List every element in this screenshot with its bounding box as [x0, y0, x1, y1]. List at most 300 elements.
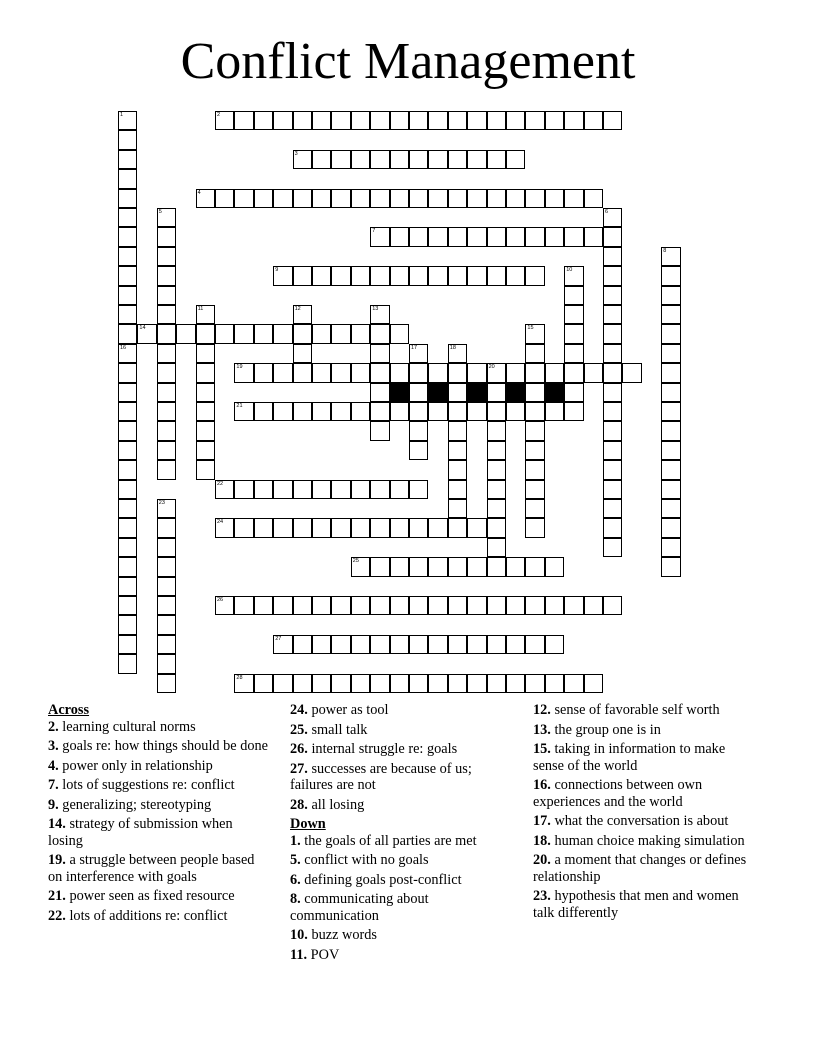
grid-cell[interactable]: [584, 111, 603, 130]
grid-cell[interactable]: [273, 674, 292, 693]
grid-cell[interactable]: [487, 441, 506, 460]
grid-cell[interactable]: [196, 421, 215, 440]
grid-cell[interactable]: [622, 363, 641, 382]
grid-cell[interactable]: [545, 635, 564, 654]
grid-cell[interactable]: [409, 421, 428, 440]
grid-cell[interactable]: [545, 189, 564, 208]
grid-cell[interactable]: [467, 150, 486, 169]
grid-cell[interactable]: [293, 150, 312, 169]
grid-cell[interactable]: [564, 111, 583, 130]
grid-cell[interactable]: [487, 596, 506, 615]
grid-cell[interactable]: [370, 674, 389, 693]
grid-cell[interactable]: [564, 596, 583, 615]
grid-cell[interactable]: [312, 111, 331, 130]
grid-cell[interactable]: [603, 518, 622, 537]
grid-cell[interactable]: [370, 363, 389, 382]
grid-cell[interactable]: [293, 402, 312, 421]
grid-cell[interactable]: [467, 266, 486, 285]
grid-cell[interactable]: [293, 635, 312, 654]
grid-cell[interactable]: [351, 596, 370, 615]
grid-cell[interactable]: [409, 150, 428, 169]
grid-cell[interactable]: [661, 460, 680, 479]
grid-cell[interactable]: [564, 305, 583, 324]
grid-cell[interactable]: [545, 111, 564, 130]
grid-cell[interactable]: [157, 596, 176, 615]
grid-cell[interactable]: [487, 111, 506, 130]
grid-cell[interactable]: [448, 596, 467, 615]
grid-cell[interactable]: [215, 596, 234, 615]
grid-cell[interactable]: [525, 227, 544, 246]
grid-cell[interactable]: [118, 227, 137, 246]
grid-cell[interactable]: [661, 518, 680, 537]
grid-cell[interactable]: [234, 674, 253, 693]
grid-cell[interactable]: [273, 363, 292, 382]
grid-cell[interactable]: [273, 635, 292, 654]
grid-cell[interactable]: [118, 402, 137, 421]
grid-cell[interactable]: [409, 596, 428, 615]
grid-cell[interactable]: [273, 189, 292, 208]
grid-cell[interactable]: [506, 189, 525, 208]
grid-cell[interactable]: [254, 480, 273, 499]
grid-cell[interactable]: [118, 480, 137, 499]
grid-cell[interactable]: [525, 557, 544, 576]
grid-cell[interactable]: [603, 208, 622, 227]
grid-cell[interactable]: [312, 189, 331, 208]
grid-cell[interactable]: [351, 635, 370, 654]
grid-cell[interactable]: [525, 402, 544, 421]
grid-cell[interactable]: [293, 596, 312, 615]
grid-cell[interactable]: [312, 363, 331, 382]
grid-cell[interactable]: [331, 324, 350, 343]
grid-cell[interactable]: [448, 518, 467, 537]
grid-cell[interactable]: [351, 480, 370, 499]
grid-cell[interactable]: [409, 383, 428, 402]
grid-cell[interactable]: [390, 518, 409, 537]
grid-cell[interactable]: [506, 111, 525, 130]
grid-cell[interactable]: [525, 499, 544, 518]
grid-cell[interactable]: [564, 344, 583, 363]
grid-cell[interactable]: [487, 402, 506, 421]
grid-cell[interactable]: [157, 421, 176, 440]
grid-cell[interactable]: [196, 324, 215, 343]
grid-cell[interactable]: [467, 189, 486, 208]
grid-cell[interactable]: [370, 305, 389, 324]
grid-cell[interactable]: [118, 130, 137, 149]
grid-cell[interactable]: [506, 150, 525, 169]
grid-cell[interactable]: [118, 635, 137, 654]
grid-cell[interactable]: [331, 518, 350, 537]
grid-cell[interactable]: [467, 596, 486, 615]
grid-cell[interactable]: [487, 383, 506, 402]
grid-cell[interactable]: [157, 383, 176, 402]
grid-cell[interactable]: [487, 480, 506, 499]
grid-cell[interactable]: [118, 383, 137, 402]
grid-cell[interactable]: [525, 480, 544, 499]
grid-cell[interactable]: [370, 557, 389, 576]
grid-cell[interactable]: [409, 635, 428, 654]
grid-cell[interactable]: [661, 247, 680, 266]
grid-cell[interactable]: [448, 227, 467, 246]
grid-cell[interactable]: [370, 402, 389, 421]
grid-cell[interactable]: [448, 111, 467, 130]
grid-cell[interactable]: [312, 266, 331, 285]
grid-cell[interactable]: [118, 305, 137, 324]
grid-cell[interactable]: [545, 227, 564, 246]
grid-cell[interactable]: [448, 460, 467, 479]
grid-cell[interactable]: [525, 441, 544, 460]
grid-cell[interactable]: [487, 518, 506, 537]
grid-cell[interactable]: [564, 266, 583, 285]
grid-cell[interactable]: [196, 383, 215, 402]
grid-cell[interactable]: [370, 189, 389, 208]
grid-cell[interactable]: [584, 596, 603, 615]
grid-cell[interactable]: [487, 363, 506, 382]
grid-cell[interactable]: [661, 286, 680, 305]
grid-cell[interactable]: [428, 266, 447, 285]
grid-cell[interactable]: [370, 111, 389, 130]
grid-cell[interactable]: [409, 402, 428, 421]
grid-cell[interactable]: [448, 344, 467, 363]
grid-cell[interactable]: [448, 635, 467, 654]
grid-cell[interactable]: [448, 363, 467, 382]
grid-cell[interactable]: [196, 402, 215, 421]
grid-cell[interactable]: [234, 480, 253, 499]
grid-cell[interactable]: [603, 286, 622, 305]
grid-cell[interactable]: [603, 266, 622, 285]
grid-cell[interactable]: [370, 480, 389, 499]
grid-cell[interactable]: [312, 480, 331, 499]
grid-cell[interactable]: [409, 557, 428, 576]
grid-cell[interactable]: [273, 402, 292, 421]
grid-cell[interactable]: [196, 460, 215, 479]
grid-cell[interactable]: [118, 557, 137, 576]
grid-cell[interactable]: [370, 150, 389, 169]
grid-cell[interactable]: [525, 460, 544, 479]
grid-cell[interactable]: [254, 674, 273, 693]
grid-cell[interactable]: [467, 518, 486, 537]
grid-cell[interactable]: [118, 189, 137, 208]
grid-cell[interactable]: [390, 111, 409, 130]
grid-cell[interactable]: [428, 363, 447, 382]
grid-cell[interactable]: [370, 266, 389, 285]
grid-cell[interactable]: [293, 674, 312, 693]
grid-cell[interactable]: [254, 596, 273, 615]
grid-cell[interactable]: [273, 266, 292, 285]
grid-cell[interactable]: [564, 227, 583, 246]
grid-cell[interactable]: [525, 324, 544, 343]
grid-cell[interactable]: [525, 363, 544, 382]
grid-cell[interactable]: [428, 635, 447, 654]
grid-cell[interactable]: [661, 421, 680, 440]
grid-cell[interactable]: [487, 189, 506, 208]
grid-cell[interactable]: [351, 402, 370, 421]
grid-cell[interactable]: [331, 635, 350, 654]
grid-cell[interactable]: [448, 421, 467, 440]
grid-cell[interactable]: [254, 189, 273, 208]
grid-cell[interactable]: [157, 208, 176, 227]
grid-cell[interactable]: [390, 150, 409, 169]
grid-cell[interactable]: [312, 596, 331, 615]
grid-cell[interactable]: [196, 344, 215, 363]
grid-cell[interactable]: [545, 402, 564, 421]
grid-cell[interactable]: [293, 344, 312, 363]
grid-cell[interactable]: [428, 227, 447, 246]
grid-cell[interactable]: [506, 402, 525, 421]
grid-cell[interactable]: [525, 266, 544, 285]
grid-cell[interactable]: [215, 111, 234, 130]
grid-cell[interactable]: [254, 111, 273, 130]
grid-cell[interactable]: [661, 480, 680, 499]
grid-cell[interactable]: [487, 499, 506, 518]
grid-cell[interactable]: [506, 674, 525, 693]
grid-cell[interactable]: [293, 480, 312, 499]
grid-cell[interactable]: [157, 286, 176, 305]
grid-cell[interactable]: [331, 189, 350, 208]
grid-cell[interactable]: [370, 421, 389, 440]
grid-cell[interactable]: [661, 441, 680, 460]
grid-cell[interactable]: [118, 286, 137, 305]
grid-cell[interactable]: [293, 111, 312, 130]
grid-cell[interactable]: [118, 266, 137, 285]
grid-cell[interactable]: [215, 189, 234, 208]
grid-cell[interactable]: [254, 518, 273, 537]
grid-cell[interactable]: [331, 402, 350, 421]
grid-cell[interactable]: [390, 363, 409, 382]
grid-cell[interactable]: [525, 421, 544, 440]
grid-cell[interactable]: [351, 557, 370, 576]
grid-cell[interactable]: [545, 674, 564, 693]
grid-cell[interactable]: [157, 324, 176, 343]
grid-cell[interactable]: [448, 150, 467, 169]
grid-cell[interactable]: [506, 557, 525, 576]
grid-cell[interactable]: [603, 538, 622, 557]
grid-cell[interactable]: [390, 635, 409, 654]
grid-cell[interactable]: [448, 441, 467, 460]
grid-cell[interactable]: [564, 324, 583, 343]
grid-cell[interactable]: [603, 247, 622, 266]
grid-cell[interactable]: [312, 324, 331, 343]
grid-cell[interactable]: [525, 383, 544, 402]
grid-cell[interactable]: [312, 518, 331, 537]
grid-cell[interactable]: [118, 596, 137, 615]
grid-cell[interactable]: [603, 227, 622, 246]
grid-cell[interactable]: [157, 654, 176, 673]
grid-cell[interactable]: [254, 363, 273, 382]
grid-cell[interactable]: [370, 518, 389, 537]
grid-cell[interactable]: [467, 111, 486, 130]
grid-cell[interactable]: [215, 324, 234, 343]
grid-cell[interactable]: [118, 111, 137, 130]
grid-cell[interactable]: [370, 596, 389, 615]
grid-cell[interactable]: [390, 674, 409, 693]
grid-cell[interactable]: [564, 402, 583, 421]
grid-cell[interactable]: [215, 518, 234, 537]
grid-cell[interactable]: [215, 480, 234, 499]
grid-cell[interactable]: [603, 421, 622, 440]
grid-cell[interactable]: [467, 227, 486, 246]
grid-cell[interactable]: [351, 266, 370, 285]
grid-cell[interactable]: [390, 189, 409, 208]
grid-cell[interactable]: [118, 150, 137, 169]
grid-cell[interactable]: [428, 596, 447, 615]
grid-cell[interactable]: [525, 635, 544, 654]
grid-cell[interactable]: [370, 344, 389, 363]
grid-cell[interactable]: [603, 383, 622, 402]
grid-cell[interactable]: [234, 363, 253, 382]
grid-cell[interactable]: [545, 596, 564, 615]
grid-cell[interactable]: [312, 150, 331, 169]
grid-cell[interactable]: [351, 324, 370, 343]
grid-cell[interactable]: [157, 402, 176, 421]
grid-cell[interactable]: [487, 538, 506, 557]
grid-cell[interactable]: [603, 596, 622, 615]
grid-cell[interactable]: [564, 363, 583, 382]
grid-cell[interactable]: [661, 363, 680, 382]
grid-cell[interactable]: [157, 247, 176, 266]
grid-cell[interactable]: [409, 111, 428, 130]
grid-cell[interactable]: [487, 421, 506, 440]
grid-cell[interactable]: [448, 189, 467, 208]
grid-cell[interactable]: [409, 674, 428, 693]
grid-cell[interactable]: [603, 111, 622, 130]
grid-cell[interactable]: [409, 480, 428, 499]
grid-cell[interactable]: [293, 305, 312, 324]
grid-cell[interactable]: [448, 674, 467, 693]
grid-cell[interactable]: [196, 363, 215, 382]
grid-cell[interactable]: [157, 499, 176, 518]
grid-cell[interactable]: [118, 324, 137, 343]
grid-cell[interactable]: [525, 596, 544, 615]
grid-cell[interactable]: [409, 518, 428, 537]
grid-cell[interactable]: [428, 518, 447, 537]
grid-cell[interactable]: [370, 324, 389, 343]
grid-cell[interactable]: [331, 480, 350, 499]
grid-cell[interactable]: [273, 596, 292, 615]
grid-cell[interactable]: [118, 208, 137, 227]
grid-cell[interactable]: [390, 480, 409, 499]
grid-cell[interactable]: [487, 635, 506, 654]
grid-cell[interactable]: [428, 402, 447, 421]
grid-cell[interactable]: [137, 324, 156, 343]
grid-cell[interactable]: [254, 324, 273, 343]
grid-cell[interactable]: [234, 111, 253, 130]
grid-cell[interactable]: [390, 324, 409, 343]
grid-cell[interactable]: [525, 344, 544, 363]
grid-cell[interactable]: [487, 557, 506, 576]
grid-cell[interactable]: [487, 227, 506, 246]
grid-cell[interactable]: [273, 480, 292, 499]
grid-cell[interactable]: [545, 557, 564, 576]
grid-cell[interactable]: [157, 577, 176, 596]
grid-cell[interactable]: [603, 324, 622, 343]
grid-cell[interactable]: [564, 286, 583, 305]
grid-cell[interactable]: [487, 150, 506, 169]
grid-cell[interactable]: [118, 247, 137, 266]
grid-cell[interactable]: [196, 189, 215, 208]
grid-cell[interactable]: [409, 363, 428, 382]
grid-cell[interactable]: [118, 654, 137, 673]
grid-cell[interactable]: [467, 635, 486, 654]
grid-cell[interactable]: [157, 615, 176, 634]
grid-cell[interactable]: [661, 344, 680, 363]
grid-cell[interactable]: [331, 111, 350, 130]
grid-cell[interactable]: [157, 557, 176, 576]
grid-cell[interactable]: [448, 480, 467, 499]
grid-cell[interactable]: [603, 363, 622, 382]
grid-cell[interactable]: [118, 441, 137, 460]
grid-cell[interactable]: [603, 344, 622, 363]
grid-cell[interactable]: [603, 460, 622, 479]
grid-cell[interactable]: [661, 538, 680, 557]
grid-cell[interactable]: [331, 150, 350, 169]
grid-cell[interactable]: [603, 499, 622, 518]
grid-cell[interactable]: [428, 189, 447, 208]
grid-cell[interactable]: [525, 674, 544, 693]
grid-cell[interactable]: [293, 189, 312, 208]
grid-cell[interactable]: [118, 344, 137, 363]
grid-cell[interactable]: [506, 266, 525, 285]
grid-cell[interactable]: [525, 518, 544, 537]
grid-cell[interactable]: [370, 635, 389, 654]
grid-cell[interactable]: [157, 635, 176, 654]
grid-cell[interactable]: [564, 674, 583, 693]
grid-cell[interactable]: [409, 441, 428, 460]
grid-cell[interactable]: [273, 111, 292, 130]
grid-cell[interactable]: [603, 305, 622, 324]
grid-cell[interactable]: [448, 402, 467, 421]
grid-cell[interactable]: [506, 596, 525, 615]
grid-cell[interactable]: [661, 499, 680, 518]
grid-cell[interactable]: [157, 460, 176, 479]
grid-cell[interactable]: [331, 596, 350, 615]
grid-cell[interactable]: [351, 150, 370, 169]
grid-cell[interactable]: [428, 150, 447, 169]
grid-cell[interactable]: [234, 518, 253, 537]
grid-cell[interactable]: [448, 499, 467, 518]
grid-cell[interactable]: [351, 363, 370, 382]
grid-cell[interactable]: [118, 460, 137, 479]
grid-cell[interactable]: [234, 402, 253, 421]
grid-cell[interactable]: [273, 324, 292, 343]
grid-cell[interactable]: [448, 383, 467, 402]
grid-cell[interactable]: [467, 363, 486, 382]
grid-cell[interactable]: [584, 363, 603, 382]
grid-cell[interactable]: [506, 363, 525, 382]
grid-cell[interactable]: [487, 674, 506, 693]
grid-cell[interactable]: [234, 596, 253, 615]
grid-cell[interactable]: [390, 596, 409, 615]
grid-cell[interactable]: [157, 518, 176, 537]
grid-cell[interactable]: [157, 363, 176, 382]
grid-cell[interactable]: [525, 111, 544, 130]
grid-cell[interactable]: [467, 674, 486, 693]
grid-cell[interactable]: [584, 189, 603, 208]
grid-cell[interactable]: [351, 189, 370, 208]
grid-cell[interactable]: [312, 635, 331, 654]
grid-cell[interactable]: [584, 674, 603, 693]
grid-cell[interactable]: [564, 189, 583, 208]
grid-cell[interactable]: [293, 266, 312, 285]
grid-cell[interactable]: [390, 227, 409, 246]
grid-cell[interactable]: [176, 324, 195, 343]
grid-cell[interactable]: [409, 344, 428, 363]
grid-cell[interactable]: [428, 111, 447, 130]
grid-cell[interactable]: [487, 266, 506, 285]
grid-cell[interactable]: [118, 577, 137, 596]
grid-cell[interactable]: [661, 324, 680, 343]
grid-cell[interactable]: [312, 674, 331, 693]
grid-cell[interactable]: [506, 635, 525, 654]
